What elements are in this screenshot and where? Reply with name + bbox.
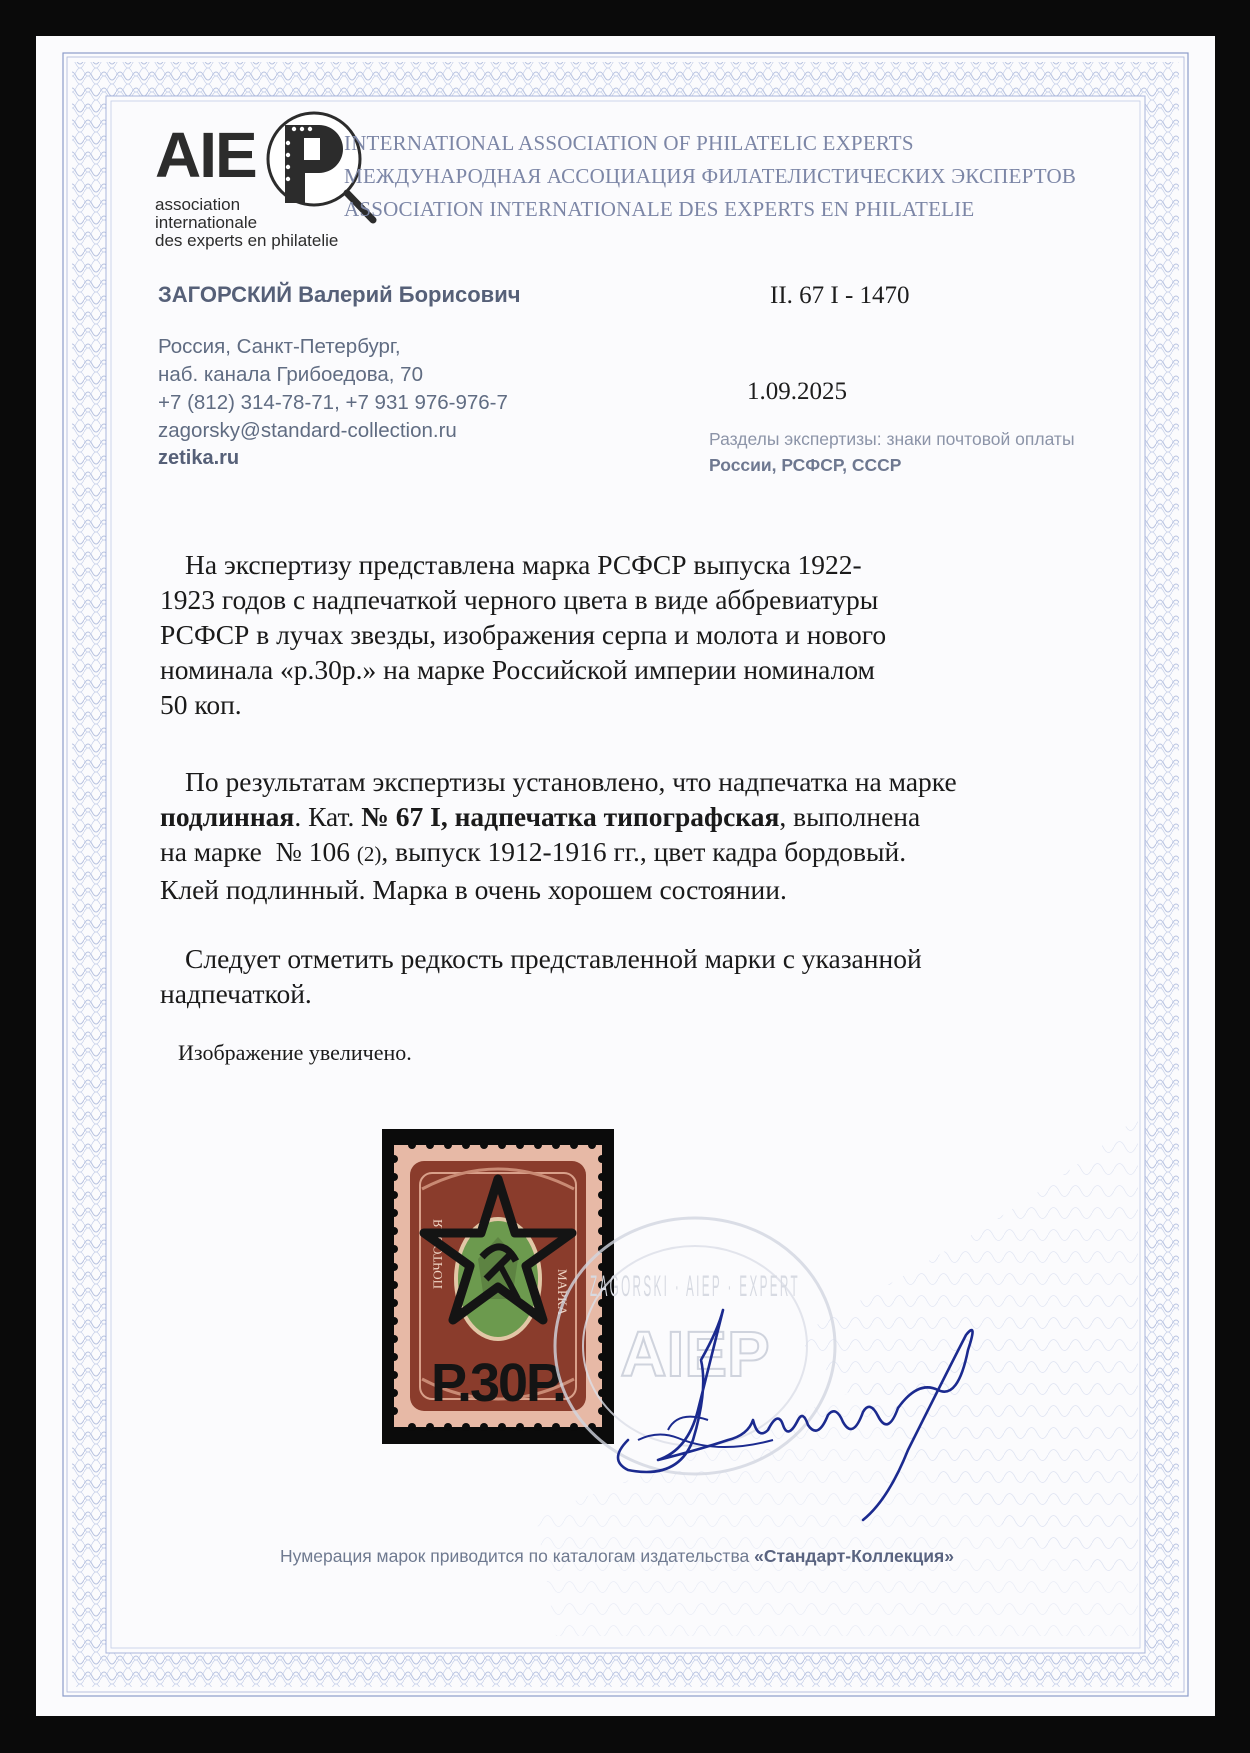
certificate-date: 1.09.2025 bbox=[747, 378, 847, 405]
para3-line: Следует отметить редкость представленной марки с указанной bbox=[185, 943, 922, 974]
logo-caption-1: association bbox=[155, 195, 241, 214]
para2-line: По результатам экспертизы установлено, что надпечатка на марке bbox=[185, 766, 957, 797]
para1-line: На экспертизу представлена марка РСФСР выпуска 1922- bbox=[185, 549, 862, 580]
association-name-en: INTERNATIONAL ASSOCIATION OF PHILATELIC EXPERTS bbox=[344, 131, 914, 155]
para2-line bbox=[160, 799, 1100, 834]
para2-text: , выпуск 1912-1916 гг., цвет кадра бордовый. bbox=[381, 836, 907, 867]
para2-line: Клей подлинный. Марка в очень хорошем состоянии. bbox=[160, 874, 787, 905]
logo-caption-2: internationale bbox=[155, 213, 258, 232]
sections-prefix: Разделы экспертизы: знаки почтовой оплаты bbox=[709, 429, 1075, 449]
address-line-1: Россия, Санкт-Петербург, bbox=[158, 335, 401, 358]
para1-line: РСФСР в лучах звезды, изображения серпа и молота и нового bbox=[160, 619, 887, 650]
para2-text: на марке № 106 bbox=[160, 836, 357, 867]
expert-signature bbox=[598, 1290, 1028, 1530]
paragraph-rarity bbox=[160, 941, 1100, 1011]
address-line-2: наб. канала Грибоедова, 70 bbox=[158, 363, 423, 386]
website-link[interactable]: zetika.ru bbox=[158, 447, 240, 469]
association-name-fr: ASSOCIATION INTERNATIONALE DES EXPERTS EN PHILATELIE bbox=[344, 197, 975, 221]
paragraph-result bbox=[160, 764, 1100, 907]
para2-text: . Кат. bbox=[294, 801, 362, 832]
logo-caption-3: des experts en philatelie bbox=[155, 231, 339, 250]
seal-logo: AIEP bbox=[620, 1318, 770, 1390]
catalog-footnote bbox=[162, 1546, 1072, 1567]
phone-numbers: +7 (812) 314-78-71, +7 931 976-976-7 bbox=[158, 391, 508, 414]
expertise-sections bbox=[709, 426, 1079, 478]
paragraph-description bbox=[160, 547, 1100, 722]
para1-line: 50 коп. bbox=[160, 689, 242, 720]
logo-letters: AIE bbox=[155, 119, 256, 191]
association-name-ru: МЕЖДУНАРОДНАЯ АССОЦИАЦИЯ ФИЛАТЕЛИСТИЧЕСКИХ ЭКСПЕРТОВ bbox=[344, 164, 1077, 188]
sections-list: России, РСФСР, СССР bbox=[709, 455, 902, 475]
footnote-prefix: Нумерация марок приводится по каталогам издательства bbox=[280, 1546, 750, 1566]
para1-line: 1923 годов с надпечаткой черного цвета в виде аббревиатуры bbox=[160, 584, 879, 615]
catalog-number: № 67 I, надпечатка типографская bbox=[361, 801, 780, 832]
para2-text: , выполнена bbox=[779, 801, 921, 832]
overprint-value: Р.30Р. bbox=[431, 1353, 565, 1413]
certificate-number: II. 67 I - 1470 bbox=[770, 282, 910, 309]
email-address[interactable]: zagorsky@standard-collection.ru bbox=[158, 419, 457, 442]
para2-line bbox=[160, 834, 1100, 872]
para2-subnote: (2) bbox=[356, 842, 382, 866]
image-enlarged-note: Изображение увеличено. bbox=[178, 1040, 412, 1065]
footnote-publisher: «Стандарт-Коллекция» bbox=[754, 1546, 954, 1566]
expert-name: ЗАГОРСКИЙ Валерий Борисович bbox=[158, 282, 521, 307]
svg-text:МАРКА: МАРКА bbox=[555, 1269, 570, 1316]
para3-line: надпечаткой. bbox=[160, 978, 312, 1009]
para1-line: номинала «р.30р.» на марке Российской империи номиналом bbox=[160, 654, 875, 685]
seal-text: ZAGORSKI · AIEP · EXPERT bbox=[590, 1270, 800, 1303]
svg-text:ПОЧТОВАЯ: ПОЧТОВАЯ bbox=[430, 1219, 445, 1289]
verdict-genuine: подлинная bbox=[160, 801, 295, 832]
